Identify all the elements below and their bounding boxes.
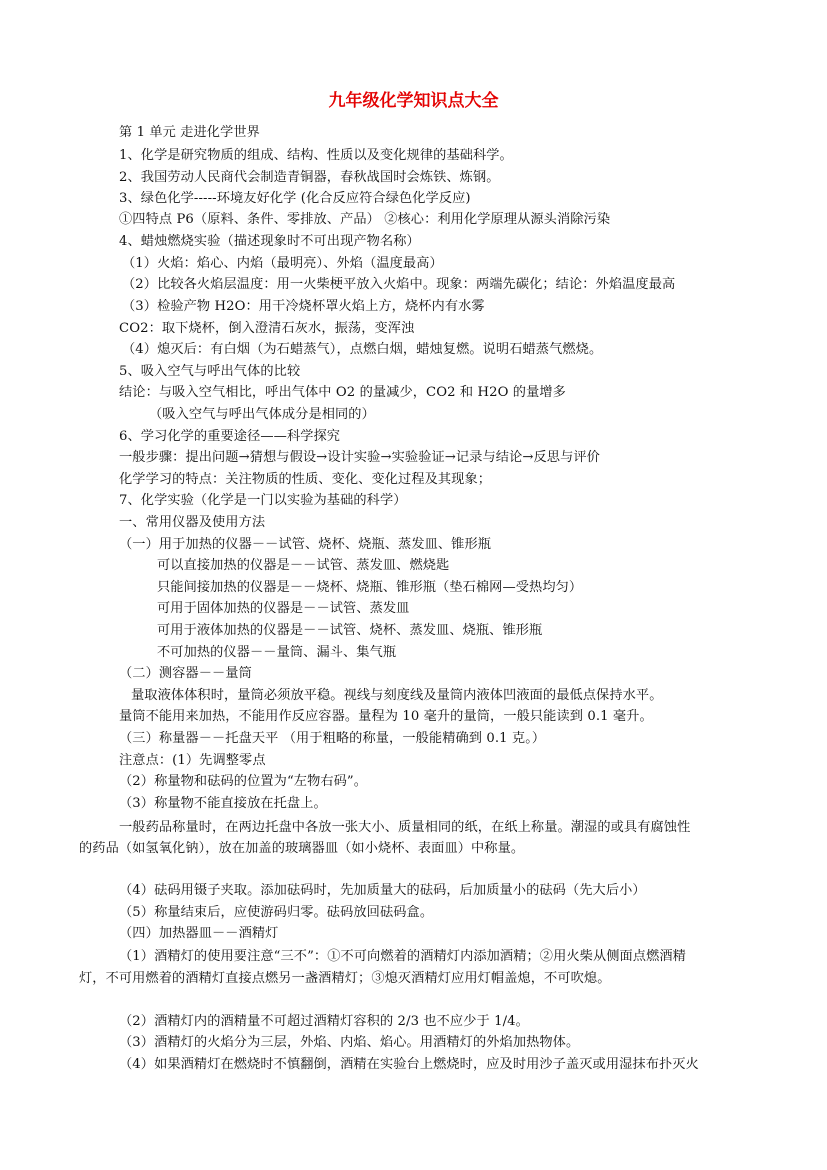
text-line: 4、蜡烛燃烧实验（描述现象时不可出现产物名称） — [119, 234, 420, 249]
text-line: （2）比较各火焰层温度：用一火柴梗平放入火焰中。现象：两端先碳化；结论：外焰温度最高 — [122, 277, 676, 292]
text-line: （2）酒精灯内的酒精量不可超过酒精灯容积的 2/3 也不应少于 1/4。 — [119, 1014, 529, 1029]
text-line: 量取液体体积时，量筒必须放平稳。视线与刻度线及量筒内液体凹液面的最低点保持水平。 — [131, 688, 663, 703]
text-line: 一般药品称量时，在两边托盘中各放一张大小、质量相同的纸，在纸上称量。潮湿的或具有腐蚀性 — [119, 820, 691, 835]
text-line: （2）称量物和砝码的位置为“左物右码”。 — [119, 774, 368, 789]
text-line: 化学学习的特点：关注物质的性质、变化、变化过程及其现象； — [119, 472, 492, 487]
text-line: （3）检验产物 H2O：用干冷烧杯罩火焰上方，烧杯内有水雾 — [122, 299, 485, 314]
text-line: （三）称量器－－托盘天平 （用于粗略的称量，一般能精确到 0.1 克。） — [119, 731, 546, 746]
text-line: 只能间接加热的仪器是－－烧杯、烧瓶、锥形瓶（垫石棉网—受热均匀） — [157, 580, 583, 595]
text-line: 1、化学是研究物质的组成、结构、性质以及变化规律的基础科学。 — [119, 148, 513, 163]
text-line: 不可加热的仪器－－量筒、漏斗、集气瓶 — [157, 645, 397, 660]
text-line: （4）砝码用镊子夹取。添加砝码时，先加质量大的砝码，后加质量小的砝码（先大后小） — [119, 883, 646, 898]
text-line: （1）火焰：焰心、内焰（最明亮）、外焰（温度最高） — [122, 256, 443, 271]
text-line: 可用于固体加热的仪器是－－试管、蒸发皿 — [157, 601, 410, 616]
text-line: 7、化学实验（化学是一门以实验为基础的科学） — [119, 493, 407, 508]
text-line: （5）称量结束后，应使游码归零。砝码放回砝码盒。 — [119, 905, 434, 920]
text-line: （1）酒精灯的使用要注意“三不”：①不可向燃着的酒精灯内添加酒精；②用火柴从侧面点燃酒精 — [119, 949, 686, 964]
text-line: 可以直接加热的仪器是－－试管、蒸发皿、燃烧匙 — [157, 558, 450, 573]
text-line: （四）加热器皿－－酒精灯 — [119, 926, 279, 941]
text-line: 一般步骤：提出问题→猜想与假设→设计实验→实验验证→记录与结论→反思与评价 — [119, 450, 600, 465]
text-line: （吸入空气与呼出气体成分是相同的） — [149, 407, 375, 422]
text-line: 5、吸入空气与呼出气体的比较 — [119, 364, 301, 379]
text-line: 6、学习化学的重要途径——科学探究 — [119, 429, 341, 444]
text-line: （一）用于加热的仪器－－试管、烧杯、烧瓶、蒸发皿、锥形瓶 — [119, 537, 492, 552]
text-line: （二）测容器－－量筒 — [119, 666, 252, 681]
text-line: 灯，不可用燃着的酒精灯直接点燃另一盏酒精灯；③熄灭酒精灯应用灯帽盖熄，不可吹熄。 — [79, 971, 611, 986]
text-line: 结论：与吸入空气相比，呼出气体中 O2 的量减少，CO2 和 H2O 的量增多 — [119, 385, 566, 400]
text-line: 一、常用仪器及使用方法 — [119, 515, 266, 530]
text-line: 可用于液体加热的仪器是－－试管、烧杯、蒸发皿、烧瓶、锥形瓶 — [157, 623, 543, 638]
text-line: 第 1 单元 走进化学世界 — [119, 125, 260, 140]
text-line: （3）酒精灯的火焰分为三层，外焰、内焰、焰心。用酒精灯的外焰加热物体。 — [119, 1035, 580, 1050]
text-line: 的药品（如氢氧化钠），放在加盖的玻璃器皿（如小烧杯、表面皿）中称量。 — [79, 841, 525, 856]
text-line: 2、我国劳动人民商代会制造青铜器，春秋战国时会炼铁、炼钢。 — [119, 170, 500, 185]
text-line: 注意点：(1）先调整零点 — [119, 753, 266, 768]
text-line: 3、绿色化学-----环境友好化学 (化合反应符合绿色化学反应) — [119, 191, 471, 206]
text-line: ①四特点 P6（原料、条件、零排放、产品） ②核心：利用化学原理从源头消除污染 — [119, 212, 611, 227]
text-line: CO2：取下烧杯，倒入澄清石灰水，振荡，变浑浊 — [119, 321, 415, 336]
text-line: （4）熄灭后：有白烟（为石蜡蒸气），点燃白烟，蜡烛复燃。说明石蜡蒸气燃烧。 — [122, 342, 603, 357]
document-title: 九年级化学知识点大全 — [328, 91, 499, 111]
text-line: 量筒不能用来加热，不能用作反应容器。量程为 10 毫升的量筒，一般只能读到 0.1 毫升。 — [119, 709, 653, 724]
text-line: （4）如果酒精灯在燃烧时不慎翻倒，酒精在实验台上燃烧时，应及时用沙子盖灭或用湿抹布扑灭火 — [119, 1057, 699, 1072]
text-line: （3）称量物不能直接放在托盘上。 — [119, 796, 327, 811]
